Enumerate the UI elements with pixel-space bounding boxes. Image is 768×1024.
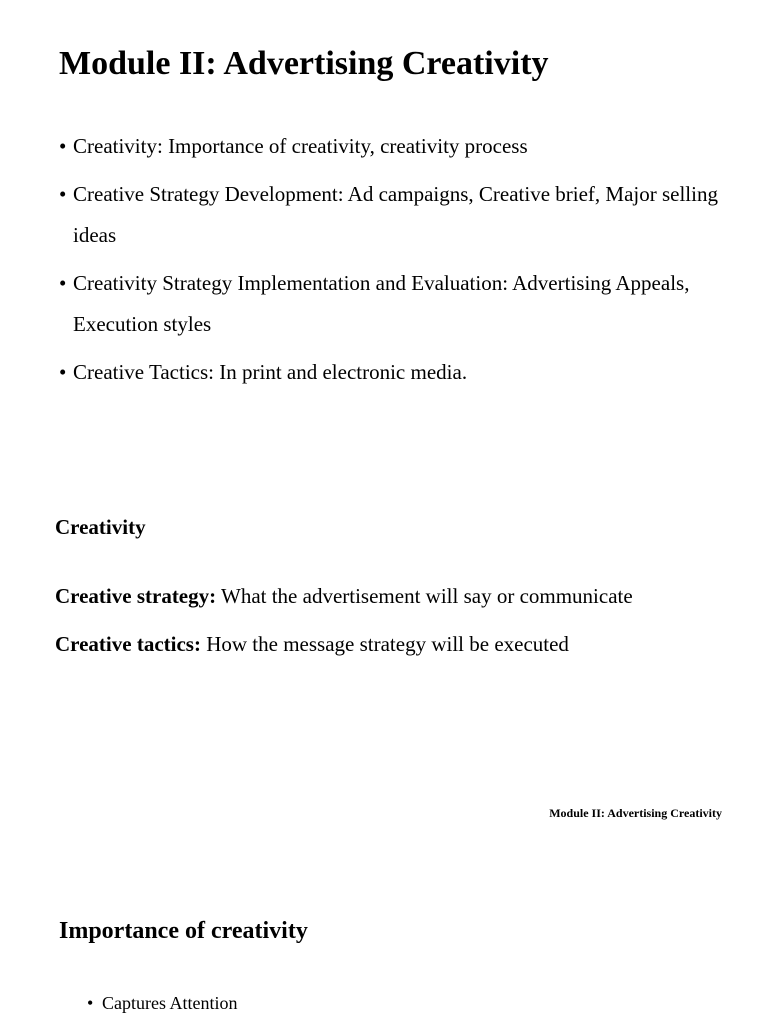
creativity-heading: Creativity	[55, 515, 146, 539]
list-item-text: Creativity: Importance of creativity, creativity process	[73, 134, 528, 158]
list-item	[59, 352, 739, 393]
module-topics-list	[59, 126, 739, 400]
list-item	[59, 263, 739, 345]
bullet-icon: •	[59, 182, 67, 206]
definition-text: What the advertisement will say or communicate	[216, 584, 633, 608]
bullet-icon: •	[59, 271, 67, 295]
slide-footer-label: Module II: Advertising Creativity	[549, 806, 722, 820]
bullet-icon: •	[59, 134, 67, 158]
list-item-text: Creativity Strategy Implementation and Evaluation: Advertising Appeals, Execution styles	[73, 271, 690, 336]
definition-term: Creative strategy:	[55, 584, 217, 608]
importance-list	[87, 990, 237, 1016]
list-item	[87, 990, 237, 1016]
bullet-icon: •	[87, 993, 94, 1013]
list-item-text: Creative Strategy Development: Ad campaigns, Creative brief, Major selling ideas	[73, 182, 718, 247]
importance-heading: Importance of creativity	[59, 918, 308, 944]
list-item	[59, 174, 739, 256]
module-title: Module II: Advertising Creativity	[59, 45, 549, 82]
creative-tactics-definition	[55, 629, 569, 659]
definition-term: Creative tactics:	[55, 632, 201, 656]
list-item	[59, 126, 739, 167]
list-item-text: Captures Attention	[102, 993, 238, 1013]
definition-text: How the message strategy will be executed	[200, 632, 569, 656]
list-item-text: Creative Tactics: In print and electronic media.	[73, 360, 468, 384]
bullet-icon: •	[59, 360, 67, 384]
creative-strategy-definition	[55, 581, 633, 611]
